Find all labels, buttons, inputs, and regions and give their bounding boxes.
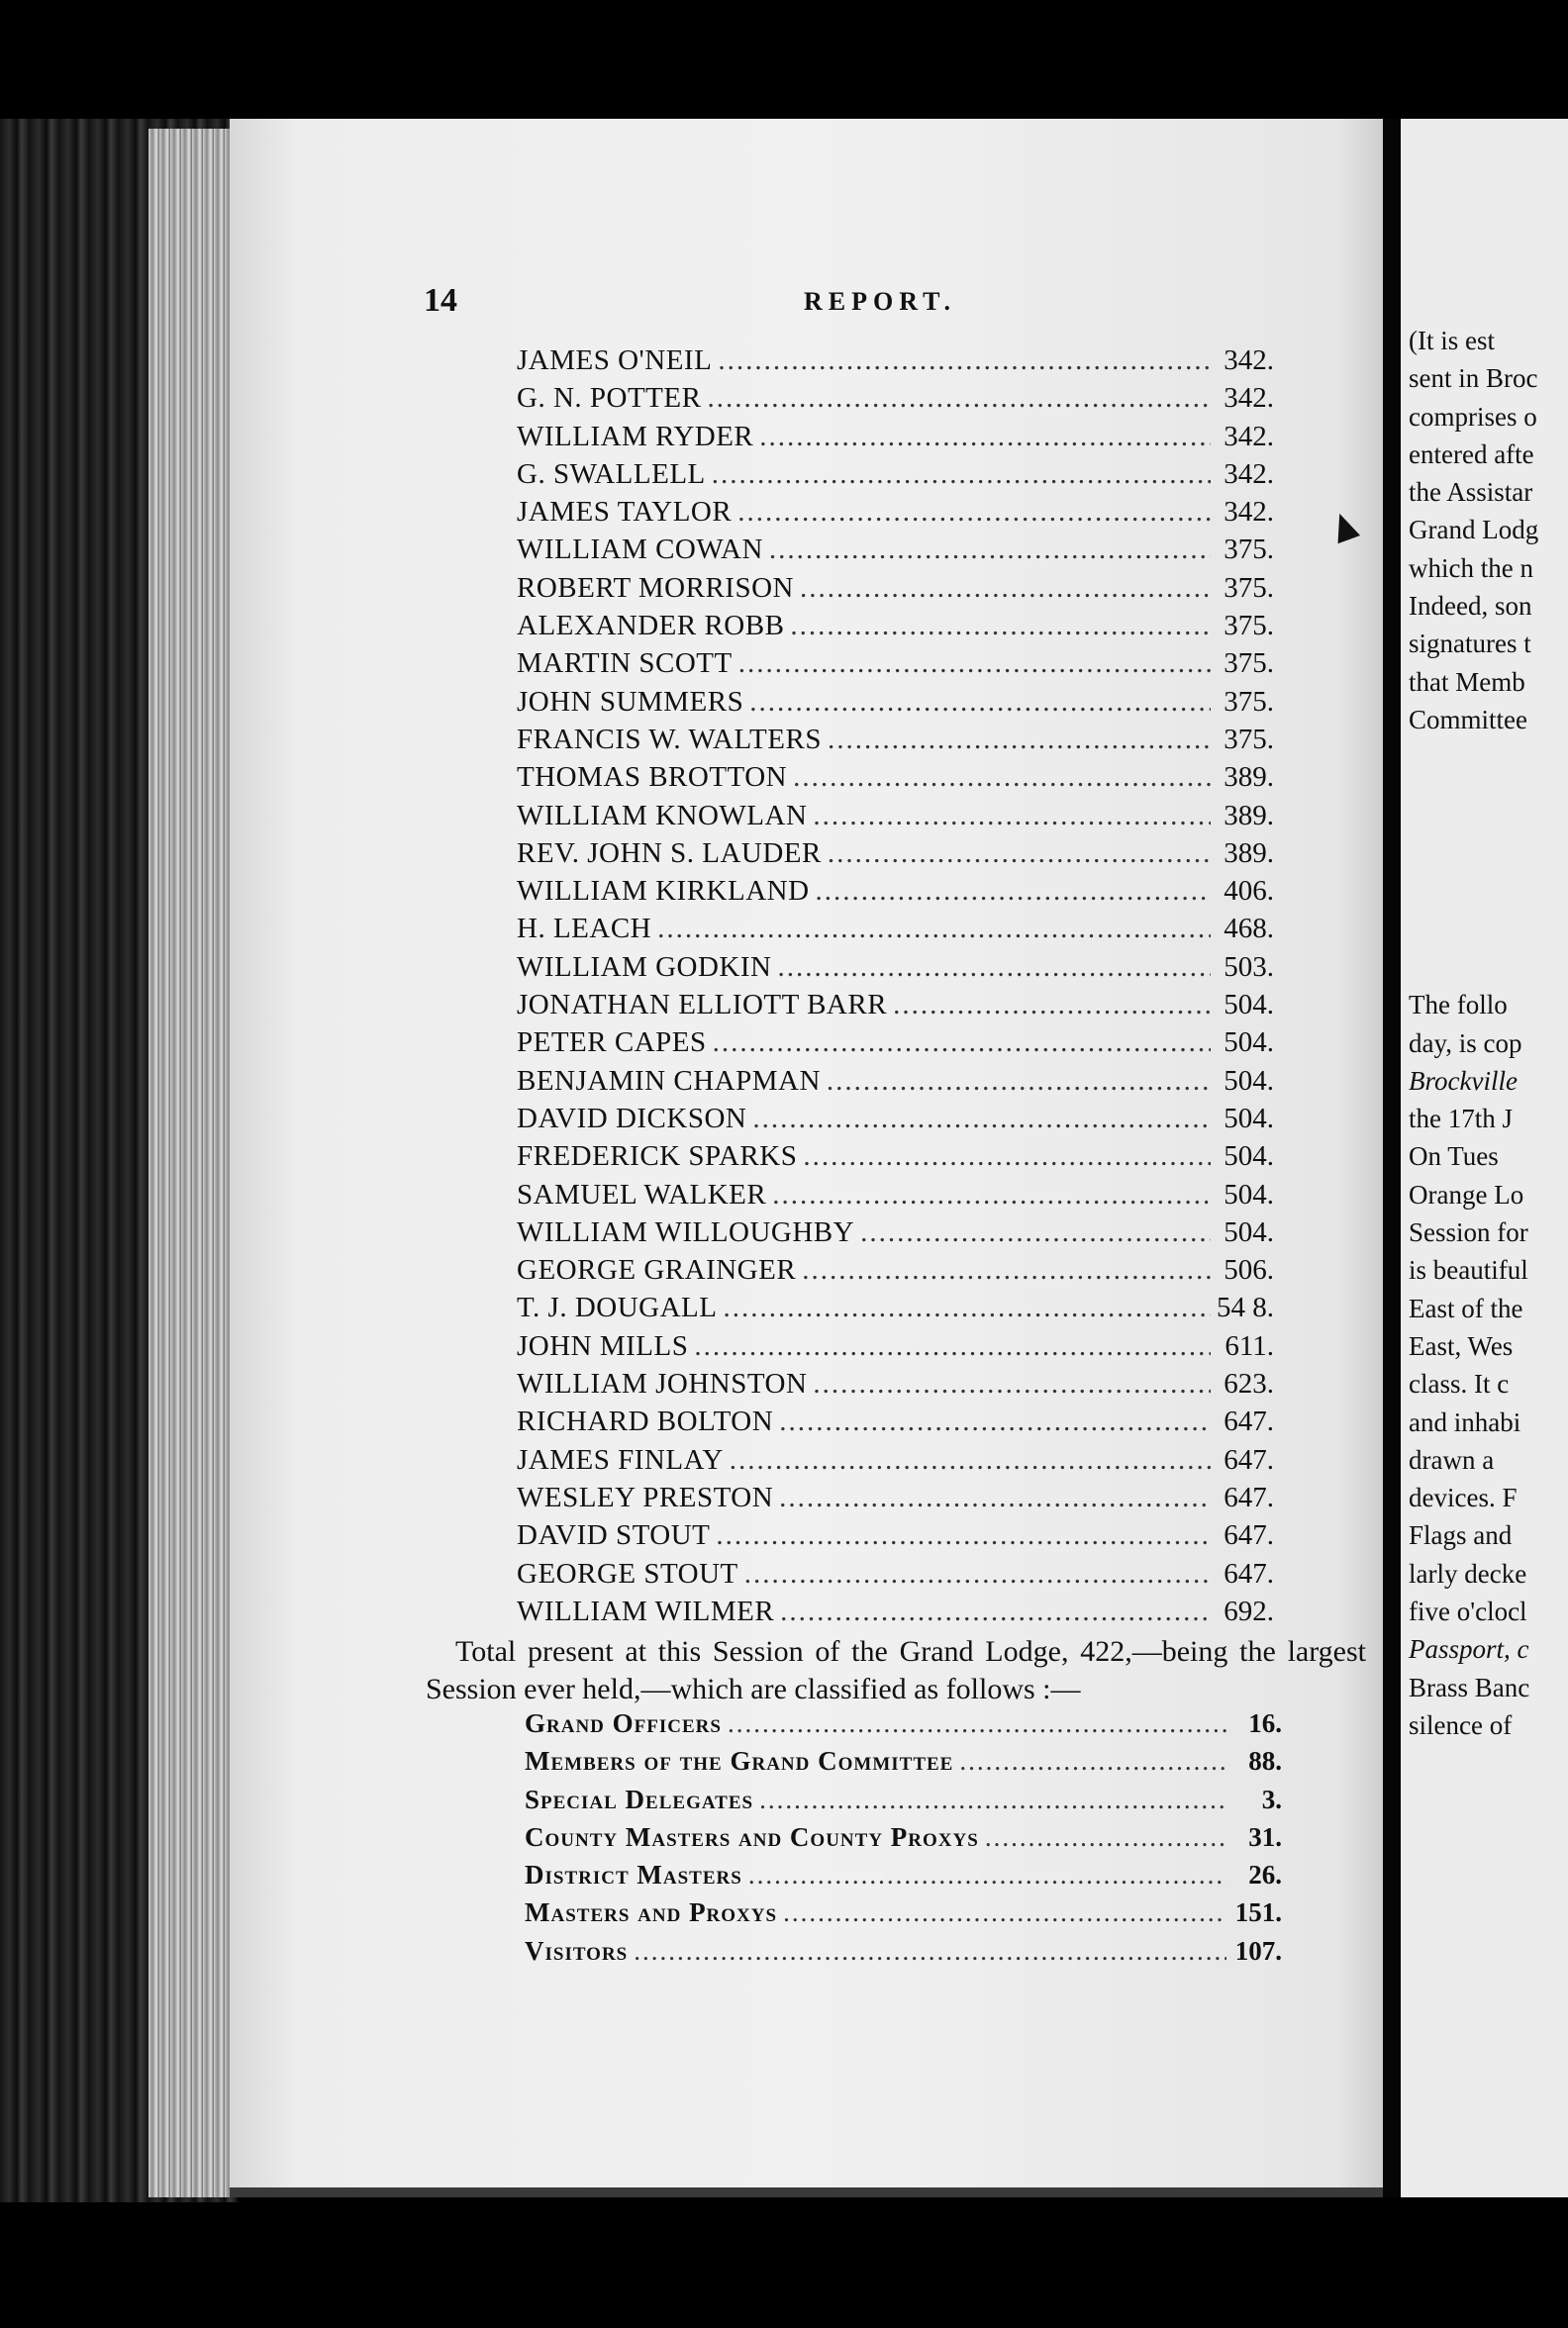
dot-leader <box>790 610 1211 642</box>
member-name: WILLIAM KNOWLAN <box>517 799 808 831</box>
dot-leader <box>759 421 1211 453</box>
class-count: 3. <box>1261 1784 1282 1814</box>
dot-leader <box>783 1897 1226 1928</box>
list-item <box>517 1216 1274 1254</box>
member-number: 623. <box>1224 1368 1274 1401</box>
member-number: 468. <box>1224 913 1274 945</box>
member-name: ALEXANDER ROBB <box>517 610 785 642</box>
member-number: 506. <box>1224 1254 1274 1287</box>
member-number: 342. <box>1224 457 1274 490</box>
dot-leader <box>828 837 1211 870</box>
member-name: WILLIAM WILLOUGHBY <box>517 1215 855 1248</box>
right-page-line: East, Wes <box>1409 1330 1514 1361</box>
member-name: WILLIAM COWAN <box>517 534 763 566</box>
right-page-line: Passport, c <box>1409 1634 1529 1665</box>
dot-leader <box>724 1292 1212 1324</box>
list-item <box>517 610 1274 647</box>
class-count: 31. <box>1248 1821 1282 1852</box>
member-number: 389. <box>1224 799 1274 831</box>
scan-bottom-border <box>0 2202 1568 2328</box>
member-name: G. N. POTTER <box>517 382 702 415</box>
member-number: 504. <box>1224 1178 1274 1211</box>
list-item <box>517 1065 1274 1103</box>
dot-leader <box>828 724 1211 756</box>
member-number: 375. <box>1224 571 1274 604</box>
member-name: THOMAS BROTTON <box>517 761 788 794</box>
list-item <box>517 344 1274 382</box>
right-page-line: larly decke <box>1409 1558 1527 1589</box>
right-page-line: that Memb <box>1409 666 1525 697</box>
list-item <box>517 382 1274 420</box>
member-number: 342. <box>1224 382 1274 415</box>
list-item <box>517 496 1274 534</box>
running-head: REPORT. <box>804 287 956 316</box>
member-name: WESLEY PRESTON <box>517 1481 774 1513</box>
member-number: 692. <box>1224 1595 1274 1627</box>
right-page-line: Indeed, son <box>1409 591 1532 622</box>
list-item <box>517 1482 1274 1519</box>
right-page-line: silence of <box>1409 1709 1513 1740</box>
member-number: 647. <box>1224 1481 1274 1513</box>
list-item <box>517 800 1274 837</box>
member-name: JAMES FINLAY <box>517 1443 724 1476</box>
list-item <box>517 1596 1274 1633</box>
list-item <box>517 1254 1274 1292</box>
list-item <box>517 1558 1274 1596</box>
right-page-line: class. It c <box>1409 1369 1510 1400</box>
scan-top-border <box>0 0 1568 119</box>
list-item <box>525 1822 1282 1860</box>
member-name: WILLIAM WILMER <box>517 1595 775 1627</box>
dot-leader <box>813 800 1211 832</box>
list-item <box>517 761 1274 799</box>
member-name: ROBERT MORRISON <box>517 571 794 604</box>
dot-leader <box>769 534 1211 566</box>
list-item <box>517 989 1274 1026</box>
dot-leader <box>718 344 1211 377</box>
dot-leader <box>772 1179 1211 1212</box>
dot-leader <box>893 989 1211 1021</box>
class-count: 88. <box>1248 1746 1282 1777</box>
right-page-line: five o'clocl <box>1409 1597 1527 1627</box>
member-name: JAMES O'NEIL <box>517 344 713 376</box>
right-page-line: is beautiful <box>1409 1255 1528 1286</box>
list-item <box>517 1330 1274 1368</box>
member-number: 375. <box>1224 610 1274 642</box>
right-page <box>1401 119 1568 2197</box>
list-item <box>517 1368 1274 1406</box>
member-number: 647. <box>1224 1443 1274 1476</box>
member-number: 54 8. <box>1217 1292 1274 1324</box>
dot-leader <box>959 1746 1226 1777</box>
member-number: 389. <box>1224 836 1274 869</box>
class-count: 16. <box>1248 1708 1282 1738</box>
right-page-line: which the n <box>1409 552 1533 583</box>
list-item <box>517 724 1274 761</box>
dot-leader <box>759 1785 1226 1815</box>
dot-leader <box>813 1368 1211 1401</box>
member-name: DAVID STOUT <box>517 1519 711 1552</box>
member-name: SAMUEL WALKER <box>517 1178 767 1211</box>
right-page-line: entered afte <box>1409 438 1534 469</box>
dot-leader <box>780 1596 1211 1628</box>
member-name: RICHARD BOLTON <box>517 1406 774 1438</box>
page-edges <box>148 129 238 2197</box>
list-item <box>517 458 1274 496</box>
member-number: 647. <box>1224 1406 1274 1438</box>
list-item <box>517 421 1274 458</box>
list-item <box>525 1897 1282 1935</box>
class-count: 26. <box>1248 1860 1282 1891</box>
member-name: JOHN MILLS <box>517 1329 689 1362</box>
total-paragraph: Total present at this Session of the Grand Lodge, 422,—being the largest Session ever held,—which are classified as follows :— <box>426 1635 1366 1705</box>
list-item <box>517 647 1274 685</box>
dot-leader <box>749 686 1211 719</box>
list-item <box>525 1708 1282 1746</box>
member-number: 375. <box>1224 534 1274 566</box>
member-number: 375. <box>1224 723 1274 755</box>
list-item <box>525 1860 1282 1897</box>
member-number: 342. <box>1224 420 1274 452</box>
member-number: 504. <box>1224 989 1274 1021</box>
dot-leader <box>816 875 1211 908</box>
dot-leader <box>803 1140 1211 1173</box>
list-item <box>517 1103 1274 1140</box>
member-name: MARTIN SCOTT <box>517 647 733 680</box>
member-name: DAVID DICKSON <box>517 1102 747 1134</box>
right-page-line: Brockville <box>1409 1065 1518 1096</box>
dot-leader <box>712 458 1211 491</box>
class-name: Special Delegates <box>525 1784 754 1814</box>
dot-leader <box>779 1482 1211 1514</box>
member-name: FREDERICK SPARKS <box>517 1140 798 1173</box>
right-page-line: sent in Broc <box>1409 363 1538 394</box>
list-item <box>517 686 1274 724</box>
member-name: JAMES TAYLOR <box>517 496 733 529</box>
member-name: GEORGE GRAINGER <box>517 1254 797 1287</box>
member-number: 406. <box>1224 875 1274 908</box>
dot-leader <box>738 647 1211 680</box>
member-name: FRANCIS W. WALTERS <box>517 723 822 755</box>
list-item <box>517 1519 1274 1557</box>
right-page-line: Session for <box>1409 1217 1528 1248</box>
dot-leader <box>802 1254 1211 1287</box>
member-name: JOHN SUMMERS <box>517 685 744 718</box>
list-item <box>517 1406 1274 1443</box>
right-page-line: Grand Lodg <box>1409 515 1539 545</box>
member-list <box>517 344 1274 1633</box>
right-page-line: East of the <box>1409 1293 1523 1323</box>
right-page-line: Flags and <box>1409 1520 1513 1551</box>
dot-leader <box>777 951 1211 984</box>
member-name: PETER CAPES <box>517 1026 707 1059</box>
member-number: 504. <box>1224 1026 1274 1059</box>
member-number: 504. <box>1224 1215 1274 1248</box>
right-page-gap <box>1409 738 1538 986</box>
dot-leader <box>800 572 1211 605</box>
list-item <box>525 1936 1282 1974</box>
member-number: 375. <box>1224 647 1274 680</box>
member-number: 611. <box>1225 1329 1274 1362</box>
member-name: T. J. DOUGALL <box>517 1292 718 1324</box>
member-name: GEORGE STOUT <box>517 1557 738 1590</box>
dot-leader <box>657 913 1211 945</box>
dot-leader <box>744 1558 1211 1591</box>
right-page-line: Committee <box>1409 704 1527 734</box>
dot-leader <box>793 761 1211 794</box>
list-item <box>525 1746 1282 1784</box>
class-name: Masters and Proxys <box>525 1897 778 1928</box>
right-page-line: Orange Lo <box>1409 1179 1524 1210</box>
dot-leader <box>730 1444 1211 1477</box>
list-item <box>517 572 1274 610</box>
list-item <box>517 951 1274 989</box>
member-name: JONATHAN ELLIOTT BARR <box>517 989 888 1021</box>
member-name: BENJAMIN CHAPMAN <box>517 1064 821 1097</box>
class-count: 107. <box>1234 1935 1282 1966</box>
class-name: County Masters and County Proxys <box>525 1821 979 1852</box>
list-item <box>517 913 1274 950</box>
right-page-line: comprises o <box>1409 401 1537 432</box>
right-page-line: (It is est <box>1409 326 1495 355</box>
member-name: G. SWALLELL <box>517 457 706 490</box>
member-number: 389. <box>1224 761 1274 794</box>
right-page-line: drawn a <box>1409 1444 1495 1475</box>
list-item <box>517 1292 1274 1329</box>
member-name: WILLIAM RYDER <box>517 420 754 452</box>
list-item <box>525 1785 1282 1822</box>
right-page-line: the 17th J <box>1409 1104 1513 1134</box>
member-name: H. LEACH <box>517 913 652 945</box>
dot-leader <box>728 1708 1226 1739</box>
right-page-line: signatures t <box>1409 629 1531 659</box>
member-number: 342. <box>1224 344 1274 376</box>
right-page-line: Brass Banc <box>1409 1672 1530 1702</box>
member-number: 503. <box>1224 950 1274 983</box>
member-number: 504. <box>1224 1140 1274 1173</box>
dot-leader <box>713 1026 1211 1059</box>
list-item <box>517 875 1274 913</box>
dot-leader <box>752 1103 1211 1135</box>
dot-leader <box>716 1519 1211 1552</box>
member-number: 342. <box>1224 496 1274 529</box>
member-name: REV. JOHN S. LAUDER <box>517 836 822 869</box>
dot-leader <box>694 1330 1211 1363</box>
list-item <box>517 1179 1274 1216</box>
member-number: 504. <box>1224 1102 1274 1134</box>
list-item <box>517 837 1274 875</box>
class-name: Visitors <box>525 1935 629 1966</box>
member-number: 647. <box>1224 1557 1274 1590</box>
dot-leader <box>707 382 1211 415</box>
dot-leader <box>748 1860 1226 1891</box>
list-item <box>517 1140 1274 1178</box>
right-page-line: the Assistar <box>1409 477 1533 508</box>
dot-leader <box>779 1406 1211 1438</box>
dot-leader <box>860 1216 1211 1249</box>
class-count: 151. <box>1234 1897 1282 1928</box>
right-page-line: day, is cop <box>1409 1027 1522 1058</box>
dot-leader <box>985 1822 1226 1853</box>
list-item <box>517 1026 1274 1064</box>
member-name: WILLIAM KIRKLAND <box>517 875 810 908</box>
dot-leader <box>827 1065 1211 1098</box>
list-item <box>517 1444 1274 1482</box>
class-name: Grand Officers <box>525 1708 722 1738</box>
class-name: District Masters <box>525 1860 742 1891</box>
member-number: 504. <box>1224 1064 1274 1097</box>
right-page-text <box>1409 322 1538 1744</box>
right-page-line: On Tues <box>1409 1141 1499 1172</box>
right-page-line: devices. F <box>1409 1483 1518 1513</box>
member-number: 647. <box>1224 1519 1274 1552</box>
classification-list <box>525 1708 1282 1974</box>
right-page-line: and inhabi <box>1409 1406 1521 1437</box>
right-page-line: The follo <box>1409 990 1508 1020</box>
dot-leader <box>737 496 1211 529</box>
list-item <box>517 534 1274 571</box>
class-name: Members of the Grand Committee <box>525 1746 954 1777</box>
member-name: WILLIAM JOHNSTON <box>517 1368 808 1401</box>
book-gutter <box>1383 119 1401 2197</box>
dot-leader <box>634 1936 1226 1967</box>
page-number: 14 <box>424 282 457 319</box>
member-name: WILLIAM GODKIN <box>517 950 772 983</box>
member-number: 375. <box>1224 685 1274 718</box>
